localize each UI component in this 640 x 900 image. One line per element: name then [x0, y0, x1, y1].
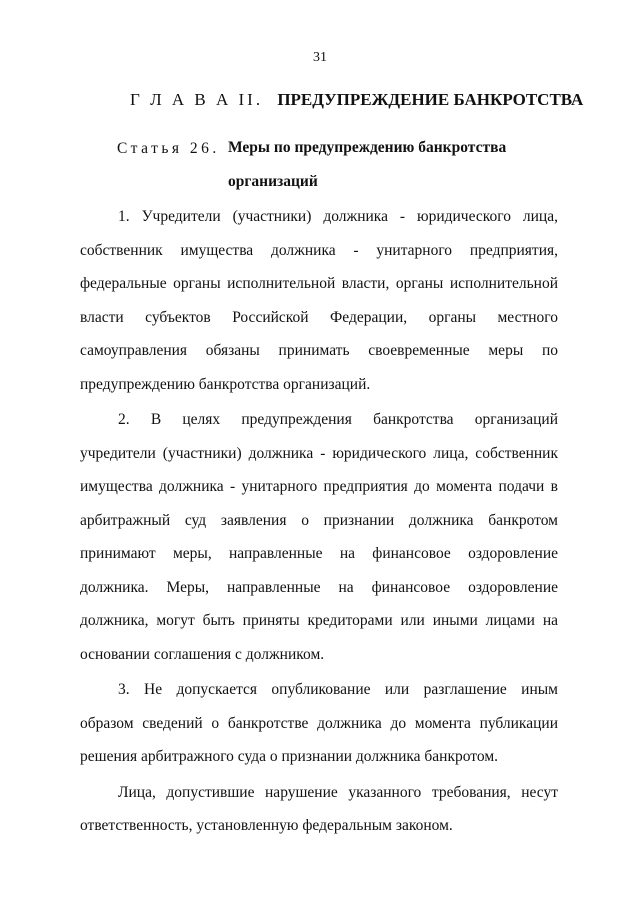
article-label: Статья 26.	[117, 140, 220, 157]
paragraph-line: должника. Меры, направленные на финансовое оздоровление	[80, 578, 558, 596]
chapter-label: Г Л А В А II.	[130, 90, 264, 109]
paragraph-1	[80, 200, 558, 401]
paragraph-line: собственник имущества должника - унитарного предприятия,	[80, 241, 558, 259]
paragraph-line: арбитражный суд заявления о признании должника банкротом	[80, 511, 558, 529]
paragraph-line: образом сведений о банкротстве должника до момента публикации	[80, 714, 558, 732]
paragraph-line: Лица, допустившие нарушение указанного требования, несут	[118, 783, 558, 801]
paragraph-line: федеральные органы исполнительной власти, органы исполнительной	[80, 275, 558, 292]
paragraph-line: предупреждению банкротства организаций.	[80, 375, 371, 393]
paragraph-line: учредители (участники) должника - юридического лица, собственник	[80, 444, 558, 462]
paragraph-line: 1. Учредители (участники) должника - юридического лица,	[118, 208, 558, 225]
article-title-line-1: Меры по предупреждению банкротства	[228, 139, 507, 156]
paragraph-4	[80, 776, 558, 843]
chapter-title: ПРЕДУПРЕЖДЕНИЕ БАНКРОТСТВА	[277, 90, 584, 109]
paragraph-line: 2. В целях предупреждения банкротства организаций	[118, 411, 558, 428]
paragraph-line: 3. Не допускается опубликование или разглашение иным	[118, 681, 558, 698]
paragraph-line: имущества должника - унитарного предприятия до момента подачи в	[80, 478, 558, 495]
article-title-line-2: организаций	[228, 173, 318, 190]
paragraph-line: принимают меры, направленные на финансовое оздоровление	[80, 545, 558, 562]
paragraph-3	[80, 673, 558, 774]
paragraph-line: должника, могут быть приняты кредиторами или иными лицами на	[80, 612, 558, 629]
page-number: 31	[313, 50, 327, 65]
paragraph-line: ответственность, установленную федеральным законом.	[80, 817, 453, 834]
article-body	[80, 200, 558, 843]
chapter-heading	[130, 90, 583, 110]
paragraph-line: власти субъектов Российской Федерации, органы местного	[80, 308, 558, 326]
paragraph-line: решения арбитражного суда о признании должника банкротом.	[80, 748, 499, 765]
paragraph-line: основании соглашения с должником.	[80, 645, 325, 663]
article-heading	[117, 140, 228, 158]
paragraph-2	[80, 403, 558, 671]
paragraph-line: самоуправления обязаны принимать своевременные меры по	[80, 342, 558, 359]
